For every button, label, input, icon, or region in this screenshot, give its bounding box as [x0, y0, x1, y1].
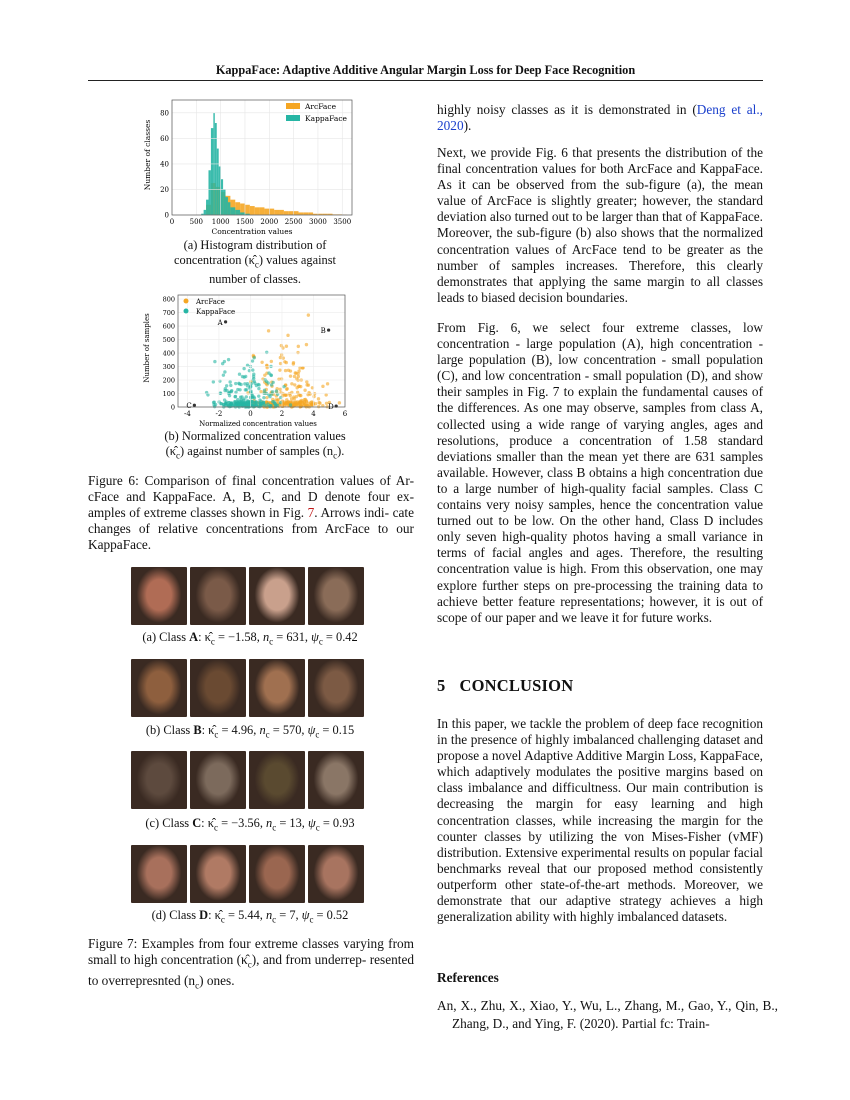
scatter-point-arcface — [267, 329, 270, 332]
scatter-point-kappaface — [228, 394, 231, 397]
histogram-bar-arcface — [245, 205, 250, 215]
scatter-point-arcface — [260, 361, 263, 364]
class-d-face-image — [249, 845, 305, 903]
scatter-point-arcface — [305, 383, 308, 386]
histogram-bar-kappaface — [215, 123, 217, 215]
histogram-bar-arcface — [298, 212, 303, 215]
scatter-xlabel: Normalized concentration values — [199, 420, 317, 428]
class-a-caption: (a) Class A: $\kappâ_c = -1.58$, $n_c = 631$, $\psi_c = 0.42$ — [142, 630, 358, 647]
scatter-point-arcface — [293, 403, 296, 406]
scatter-point-arcface — [303, 389, 306, 392]
legend-arcface-label: ArcFace — [196, 298, 225, 306]
class-c-face-image — [308, 751, 364, 809]
scatter-point-kappaface — [212, 380, 215, 383]
x-tick-label: 0 — [169, 218, 175, 226]
legend-kappaface-swatch — [286, 115, 300, 121]
scatter-point-kappaface — [219, 391, 222, 394]
fig7-link[interactable]: 7 — [307, 505, 315, 521]
histogram-bar-kappaface — [206, 200, 208, 215]
scatter-point-arcface — [263, 374, 266, 377]
scatter-ylabel: Number of samples — [143, 313, 151, 383]
scatter-point-kappaface — [224, 402, 227, 405]
class-b-face-image — [190, 659, 246, 717]
scatter-point-kappaface — [255, 400, 258, 403]
histogram-bar-arcface — [308, 212, 313, 215]
scatter-point-arcface — [280, 344, 283, 347]
class-d-caption: (d) Class D: $\kappâ_c = 5.44$, $n_c = 7$, $\psi_c = 0.52$ — [151, 908, 349, 925]
histogram-bar-kappaface — [208, 170, 210, 215]
scatter-point-arcface — [284, 369, 287, 372]
scatter-point-arcface — [326, 382, 329, 385]
scatter-point-kappaface — [236, 398, 239, 401]
scatter-point-arcface — [318, 402, 321, 405]
legend-kappaface-dot — [184, 309, 189, 314]
class-c-caption: (c) Class C: $\kappâ_c = -3.56$, $n_c = 13$, $\psi_c = 0.93$ — [145, 816, 355, 833]
scatter-point-kappaface — [253, 356, 256, 359]
histogram-bar-kappaface — [240, 212, 245, 215]
y-tick-label: 200 — [162, 376, 175, 385]
histogram-bar-kappaface — [230, 207, 235, 215]
scatter-point-arcface — [305, 380, 308, 383]
y-tick-label: 600 — [162, 322, 175, 331]
x-tick-label: 500 — [189, 218, 204, 226]
histogram-bar-kappaface — [204, 210, 206, 215]
annotation-label-D: D — [328, 403, 334, 412]
class-c-face-image — [131, 751, 187, 809]
scatter-point-kappaface — [239, 403, 242, 406]
histogram-bar-arcface — [260, 207, 265, 215]
class-a-face-image — [190, 567, 246, 625]
scatter-point-arcface — [305, 343, 308, 346]
y-tick-label: 0 — [164, 211, 169, 220]
histogram-bar-arcface — [264, 209, 269, 215]
scatter-point-kappaface — [274, 404, 277, 407]
figure6-caption: Figure 6: Comparison of final concentration values of Ar- cFace and KappaFace. A, B, C, and D denote four ex- amples of extreme classes shown in Fig. 7. Arrows indi- cate changes of relative concentrations from ArcFace to our KappaFace. — [88, 473, 414, 553]
scatter-point-kappaface — [271, 400, 274, 403]
scatter-point-kappaface — [229, 384, 232, 387]
annotation-label-B: B — [320, 327, 326, 336]
scatter-point-arcface — [280, 353, 283, 356]
scatter-point-kappaface — [253, 382, 256, 385]
scatter-point-kappaface — [271, 390, 274, 393]
annotation-point-A — [224, 320, 227, 323]
scatter-point-kappaface — [238, 388, 241, 391]
scatter-point-arcface — [299, 385, 302, 388]
fig6a-caption: (a) Histogram distribution of concentration $(\kappâ_c)$ values against number of classes. — [174, 238, 336, 287]
x-tick-label: -2 — [215, 410, 223, 418]
scatter-point-arcface — [308, 392, 311, 395]
scatter-point-kappaface — [238, 373, 241, 376]
scatter-point-kappaface — [246, 384, 249, 387]
annotation-point-D — [335, 404, 338, 407]
histogram-bar-kappaface — [223, 189, 225, 215]
scatter-point-arcface — [312, 395, 315, 398]
class-b-face-image — [308, 659, 364, 717]
scatter-point-kappaface — [258, 398, 261, 401]
y-tick-label: 300 — [162, 363, 175, 372]
scatter-point-arcface — [292, 362, 295, 365]
x-tick-label: 6 — [342, 410, 348, 418]
annotation-label-A: A — [217, 318, 223, 327]
x-tick-label: -4 — [184, 410, 191, 418]
scatter-point-kappaface — [270, 374, 273, 377]
scatter-point-arcface — [293, 383, 296, 386]
running-header: KappaFace: Adaptive Additive Angular Margin Loss for Deep Face Recognition — [215, 63, 636, 77]
scatter-point-kappaface — [275, 389, 278, 392]
y-tick-label: 20 — [160, 185, 169, 194]
legend-arcface-dot — [184, 299, 189, 304]
scatter-point-arcface — [270, 360, 273, 363]
scatter-point-arcface — [290, 382, 293, 385]
class-a-face-image — [131, 567, 187, 625]
scatter-point-kappaface — [221, 362, 224, 365]
scatter-point-arcface — [296, 351, 299, 354]
scatter-point-kappaface — [243, 375, 246, 378]
paragraph-conclusion: In this paper, we tackle the problem of deep face recognition in the presence of highly imbalanced challenging dataset and propose a novel Adaptive Additive Margin Loss, KappaFace, which adaptively modulates the positive margins based on class imbalance and difficultness. Our main contribution is decreasing the margin for easy learning and high concentration classes, while increasing the margin for the counter classes by utilizing the von Mises-Fisher (vMF) distribution. Extensive experimental results on popular facial benchmarks reveal that our proposed method consistently outperform other state-of-the-art methods. Moreover, we demonstrate that our adaptive strategy achieves a high generalization ability with highly imbalanced datasets. — [437, 716, 763, 925]
reference-entry: An, X., Zhu, X., Xiao, Y., Wu, L., Zhang, M., Gao, Y., Qin, B., Zhang, D., and Ying, F. (2020). Partial fc: Train- — [437, 998, 778, 1031]
scatter-legend — [184, 298, 236, 316]
scatter-point-kappaface — [249, 390, 252, 393]
scatter-chart — [140, 290, 355, 430]
scatter-point-arcface — [285, 345, 288, 348]
x-tick-label: 2000 — [260, 218, 279, 226]
legend-kappaface-label: KappaFace — [196, 308, 236, 316]
scatter-point-kappaface — [282, 385, 285, 388]
scatter-point-arcface — [285, 387, 288, 390]
scatter-point-arcface — [289, 394, 292, 397]
histogram-bar-kappaface — [217, 149, 219, 215]
scatter-point-kappaface — [230, 402, 233, 405]
class-a-face-image — [308, 567, 364, 625]
class-a-face-image — [249, 567, 305, 625]
scatter-point-kappaface — [214, 403, 217, 406]
figure7-caption: Figure 7: Examples from four extreme classes varying from small to high concentration $(\kappâ_c)$, and from underrep- resented to overrepresnted $(n_c)$ ones. — [88, 936, 415, 991]
scatter-point-kappaface — [263, 389, 266, 392]
x-tick-label: 1000 — [211, 218, 230, 226]
scatter-point-arcface — [305, 403, 308, 406]
scatter-point-arcface — [314, 402, 317, 405]
scatter-point-kappaface — [240, 395, 243, 398]
scatter-point-kappaface — [250, 396, 253, 399]
scatter-point-arcface — [307, 313, 310, 316]
annotation-label-C: C — [186, 402, 192, 411]
histogram-bar-kappaface — [221, 179, 223, 215]
scatter-point-kappaface — [227, 358, 230, 361]
class-b-face-image — [249, 659, 305, 717]
histogram-chart — [140, 95, 370, 235]
scatter-point-arcface — [265, 396, 268, 399]
y-tick-label: 400 — [162, 349, 175, 358]
class-d-face-image — [308, 845, 364, 903]
y-tick-label: 100 — [162, 390, 175, 399]
histogram-bar-arcface — [294, 211, 299, 215]
paragraph-1: highly noisy classes as it is demonstrated in (Deng et al., 2020). — [437, 102, 763, 134]
scatter-point-kappaface — [268, 404, 271, 407]
histogram-bar-arcface — [303, 212, 308, 215]
scatter-point-arcface — [286, 334, 289, 337]
histogram-bar-kappaface — [226, 197, 228, 215]
scatter-point-kappaface — [223, 370, 226, 373]
x-tick-label: 3500 — [333, 218, 352, 226]
scatter-point-kappaface — [257, 394, 260, 397]
scatter-point-kappaface — [257, 387, 260, 390]
legend-arcface-swatch — [286, 103, 300, 109]
scatter-point-kappaface — [265, 351, 268, 354]
histogram-bar-arcface — [269, 209, 274, 215]
scatter-point-kappaface — [245, 405, 248, 408]
class-c-face-image — [249, 751, 305, 809]
scatter-point-kappaface — [276, 393, 279, 396]
legend-kappaface-label: KappaFace — [305, 114, 347, 123]
class-b-caption: (b) Class B: $\kappâ_c = 4.96$, $n_c = 570$, $\psi_c = 0.15$ — [145, 723, 355, 740]
scatter-point-kappaface — [251, 359, 254, 362]
y-tick-label: 700 — [162, 309, 175, 318]
scatter-point-arcface — [317, 397, 320, 400]
scatter-point-kappaface — [228, 380, 231, 383]
class-b-face-image — [131, 659, 187, 717]
y-tick-label: 500 — [162, 336, 175, 345]
scatter-point-kappaface — [213, 360, 216, 363]
scatter-point-kappaface — [222, 373, 225, 376]
scatter-point-arcface — [278, 368, 281, 371]
histogram-xlabel: Concentration values — [211, 227, 293, 235]
scatter-point-arcface — [285, 398, 288, 401]
x-tick-label: 1500 — [236, 218, 254, 226]
histogram-bar-kappaface — [235, 210, 240, 215]
histogram-bar-arcface — [274, 210, 279, 215]
y-tick-label: 800 — [162, 295, 175, 304]
class-d-face-image — [190, 845, 246, 903]
scatter-point-arcface — [281, 405, 284, 408]
scatter-point-kappaface — [238, 382, 241, 385]
scatter-point-kappaface — [255, 403, 258, 406]
scatter-point-arcface — [284, 401, 287, 404]
histogram-bar-arcface — [289, 211, 294, 215]
scatter-point-arcface — [290, 397, 293, 400]
scatter-point-arcface — [283, 360, 286, 363]
x-tick-label: 3000 — [309, 218, 327, 226]
scatter-point-kappaface — [234, 395, 237, 398]
scatter-point-kappaface — [252, 373, 255, 376]
x-tick-label: 4 — [311, 410, 316, 418]
scatter-point-kappaface — [246, 399, 249, 402]
header-rule — [88, 80, 763, 81]
histogram-bar-kappaface — [228, 202, 230, 215]
scatter-point-kappaface — [225, 384, 228, 387]
scatter-point-arcface — [287, 369, 290, 372]
scatter-point-arcface — [321, 385, 324, 388]
histogram-ylabel: Number of classes — [143, 119, 152, 191]
histogram-bar-arcface — [284, 211, 289, 215]
scatter-point-arcface — [294, 371, 297, 374]
scatter-point-arcface — [278, 388, 281, 391]
fig6b-caption: (b) Normalized concentration values $(\kappâ_c)$ against number of samples $(n_c)$. — [164, 429, 346, 461]
scatter-point-kappaface — [242, 367, 245, 370]
legend-arcface-label: ArcFace — [305, 102, 337, 111]
scatter-point-kappaface — [251, 368, 254, 371]
annotation-point-C — [193, 404, 196, 407]
x-tick-label: 0 — [248, 410, 253, 418]
citation-deng[interactable]: Deng et al., 2020 — [437, 102, 763, 134]
scatter-point-arcface — [338, 401, 341, 404]
scatter-point-arcface — [317, 405, 320, 408]
y-tick-label: 0 — [170, 403, 175, 412]
scatter-point-kappaface — [245, 388, 248, 391]
scatter-point-arcface — [297, 345, 300, 348]
scatter-point-kappaface — [289, 403, 292, 406]
paragraph-2: Next, we provide Fig. 6 that presents the distribution of the final concentration values for both ArcFace and KappaFace. As it can be observed from the sub-figure (a), the mean value of ArcFace is slightly greater; however, the standard deviation also turned out to be larger than that of KappaFace. Moreover, the sub-figure (b) also shows that the normalized concentration values of ArcFace tend to be greater as the number of samples increases. Therefore, this clearly demonstrates that applying the same margin to all classes leads to biased decision boundaries. — [437, 145, 763, 305]
scatter-point-arcface — [295, 386, 298, 389]
histogram-bar-kappaface — [211, 128, 213, 215]
class-d-face-image — [131, 845, 187, 903]
y-tick-label: 40 — [160, 160, 169, 169]
scatter-point-arcface — [259, 390, 262, 393]
y-tick-label: 60 — [160, 134, 169, 143]
scatter-point-kappaface — [257, 383, 260, 386]
histogram-bar-arcface — [255, 207, 260, 215]
class-c-face-image — [190, 751, 246, 809]
paragraph-3: From Fig. 6, we select four extreme classes, low concentration - large population (A), high concentration - large population (B), low concentration - small population (C), and low concentration - small population (D), and show their samples in Fig. 7 to explain the fundamental causes of the differences. As one may observe, samples from class A, collected using a wide range of varying angles, ages and resolutions, produce a concentration of 1.58 standard deviations smaller than the mean yet there are 631 samples available. However, class B obtains a high concentration due to a large number of high-quality facial samples. Class C contains very noisy samples, hence the concentration value turned out to be low. On the other hand, Class D includes only seven high-quality photos having a small variance in terms of facial angles and ages. Therefore, the resulting concentration value is high. From this observation, one may explore further steps on pre-processing the training data to achieve better feature representations; however, it is out of scope of our paper and we leave it for future works. — [437, 320, 763, 625]
scatter-point-arcface — [303, 400, 306, 403]
scatter-point-kappaface — [234, 382, 237, 385]
scatter-point-arcface — [311, 403, 314, 406]
section-heading-conclusion: 5 CONCLUSION — [437, 676, 574, 695]
scatter-point-kappaface — [262, 396, 265, 399]
scatter-point-arcface — [299, 405, 302, 408]
scatter-point-kappaface — [271, 381, 274, 384]
references-heading: References — [437, 970, 499, 985]
x-tick-label: 2500 — [284, 218, 303, 226]
y-tick-label: 80 — [160, 109, 169, 118]
histogram-bar-arcface — [250, 206, 255, 215]
histogram-bar-arcface — [279, 210, 284, 215]
x-tick-label: 2 — [279, 410, 285, 418]
annotation-point-B — [327, 328, 330, 331]
scatter-point-arcface — [289, 374, 292, 377]
